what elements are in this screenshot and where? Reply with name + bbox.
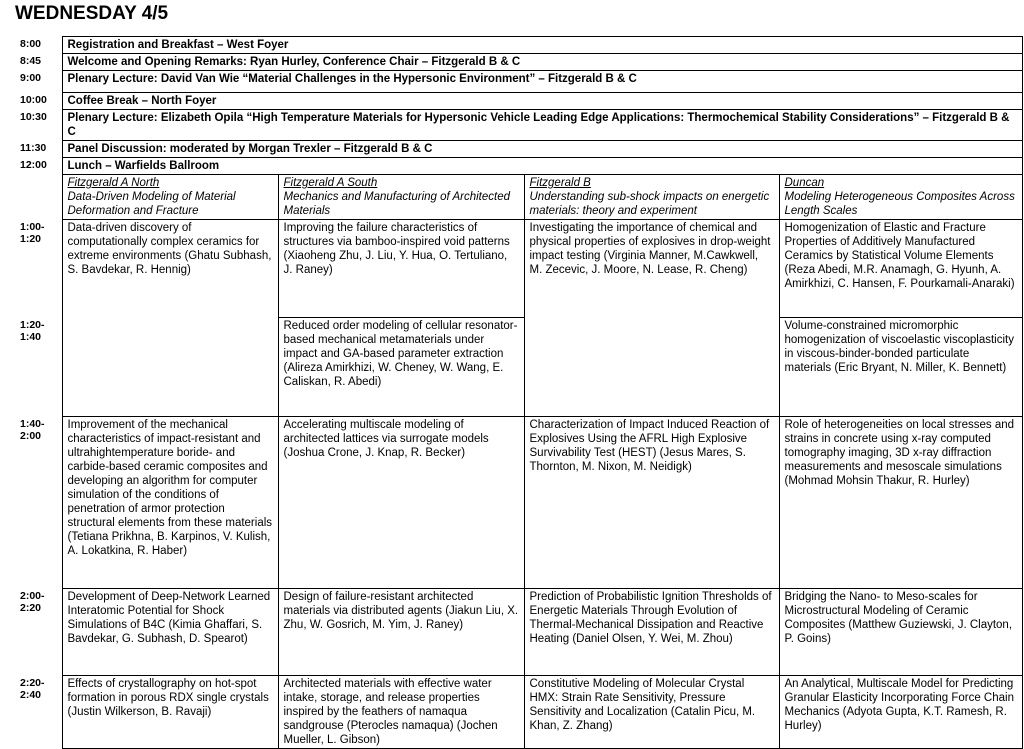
talk-cell: Bridging the Nano- to Meso-scales for Microstructural Modeling of Ceramic Composites (Matthew Guziewski, J. Clayton, P. Goins) <box>779 589 1022 676</box>
time-label: 10:00 <box>20 93 47 106</box>
talk-cell: Investigating the importance of chemical and physical properties of explosives in drop-weight impact testing (Virginia Manner, M.Cawkwell, M. Zecevic, J. Moore, N. Lease, R. Cheng) <box>524 220 779 417</box>
talk-cell: Data-driven discovery of computationally complex ceramics for extreme environments (Ghatu Subhash, S. Bavdekar, R. Hennig) <box>62 220 278 417</box>
talk-cell: Homogenization of Elastic and Fracture Properties of Additively Manufactured Ceramics by Statistical Volume Elements (Reza Abedi, M.R. Anamagh, G. Hyunh, A. Amirkhizi, C. Hansen, F. Pourkamali-Anaraki) <box>779 220 1022 318</box>
plenary-item: Plenary Lecture: Elizabeth Opila “High Temperature Materials for Hypersonic Vehicle Leading Edge Applications: Thermochemical Stability Considerations” – Fitzgerald B & C <box>62 110 1022 141</box>
session-row <box>18 417 1022 589</box>
time-label: 8:45 <box>20 54 42 67</box>
track-header-row <box>18 175 1022 220</box>
talk-cell: Volume-constrained micromorphic homogenization of viscoelastic viscoplasticity in viscous-binder-bonded particulate materials (Eric Bryant, N. Miller, K. Bennett) <box>779 318 1022 417</box>
talk-cell: Prediction of Probabilistic Ignition Thresholds of Energetic Materials Through Evolution of Thermal-Mechanical Dissipation and Reactive Heating (Daniel Olsen, Y. Wei, M. Zhou) <box>524 589 779 676</box>
track-topic: Data-Driven Modeling of Material Deformation and Fracture <box>67 191 236 217</box>
plenary-item: Panel Discussion: moderated by Morgan Trexler – Fitzgerald B & C <box>62 141 1022 158</box>
plenary-row <box>18 93 1022 110</box>
time-label: 1:20- 1:40 <box>20 318 45 343</box>
talk-cell: Architected materials with effective water intake, storage, and release properties inspired by the feathers of namaqua sandgrouse (Pterocles namaqua) (Jochen Mueller, L. Gibson) <box>278 676 524 749</box>
track-header <box>62 175 278 220</box>
talk-cell: Constitutive Modeling of Molecular Crystal HMX: Strain Rate Sensitivity, Pressure Sensitivity and Localization (Catalin Picu, M. Khan, Z. Zhang) <box>524 676 779 749</box>
session-row <box>18 589 1022 676</box>
time-label: 1:00- 1:20 <box>20 220 45 245</box>
plenary-item: Coffee Break – North Foyer <box>62 93 1022 110</box>
track-header <box>278 175 524 220</box>
session-row <box>18 676 1022 749</box>
time-label: 12:00 <box>20 158 47 171</box>
talk-cell: Design of failure-resistant architected materials via distributed agents (Jiakun Liu, X. Zhu, W. Gosrich, M. Yim, J. Raney) <box>278 589 524 676</box>
talk-cell: Effects of crystallography on hot-spot formation in porous RDX single crystals (Justin Wilkerson, B. Ravaji) <box>62 676 278 749</box>
plenary-row <box>18 141 1022 158</box>
plenary-item: Lunch – Warfields Ballroom <box>62 158 1022 175</box>
plenary-row <box>18 158 1022 175</box>
time-label <box>18 175 62 220</box>
track-header <box>524 175 779 220</box>
track-room: Fitzgerald A North <box>67 177 160 189</box>
plenary-item: Registration and Breakfast – West Foyer <box>62 37 1022 54</box>
time-label: 9:00 <box>20 71 42 84</box>
talk-cell: Role of heterogeneities on local stresses and strains in concrete using x-ray computed tomography imaging, 3D x-ray diffraction measurements and mesoscale simulations (Mohmad Mohsin Thakur, R. Hurley) <box>779 417 1022 589</box>
plenary-row <box>18 37 1022 54</box>
talk-cell: Development of Deep-Network Learned Interatomic Potential for Shock Simulations of B4C (Kimia Ghaffari, S. Bavdekar, G. Subhash, D. Spearot) <box>62 589 278 676</box>
track-room: Fitzgerald A South <box>283 177 378 189</box>
time-label: 10:30 <box>20 110 47 123</box>
time-label: 2:00- 2:20 <box>20 589 45 614</box>
session-row <box>18 220 1022 318</box>
talk-cell: Improvement of the mechanical characteristics of impact-resistant and ultrahightemperature boride- and carbide-based ceramic composites and developing an algorithm for computer simulation of the conditions of penetration of armor protection structural elements from these materials (Tetiana Prikhna, B. Karpinos, V. Kulish, A. Lokatkina, R. Haber) <box>62 417 278 589</box>
talk-cell: Improving the failure characteristics of structures via bamboo-inspired void patterns (Xiaoheng Zhu, J. Liu, Y. Hua, O. Tertuliano, J. Raney) <box>278 220 524 318</box>
time-label: 11:30 <box>20 141 47 154</box>
plenary-item: Welcome and Opening Remarks: Ryan Hurley, Conference Chair – Fitzgerald B & C <box>62 54 1022 71</box>
plenary-item: Plenary Lecture: David Van Wie “Material Challenges in the Hypersonic Environment” – Fitzgerald B & C <box>62 71 1022 93</box>
talk-cell: An Analytical, Multiscale Model for Predicting Granular Elasticity Incorporating Force Chain Mechanics (Adyota Gupta, K.T. Ramesh, R. Hurley) <box>779 676 1022 749</box>
track-room: Duncan <box>784 177 825 189</box>
plenary-row <box>18 110 1022 141</box>
talk-cell: Accelerating multiscale modeling of architected lattices via surrogate models (Joshua Crone, J. Knap, R. Becker) <box>278 417 524 589</box>
time-label: 1:40- 2:00 <box>20 417 45 442</box>
talk-cell: Reduced order modeling of cellular resonator-based mechanical metamaterials under impact and GA-based parameter extraction (Alireza Amirkhizi, W. Cheney, W. Wang, E. Caliskan, R. Abedi) <box>278 318 524 417</box>
schedule-table <box>18 36 1023 749</box>
track-topic: Understanding sub-shock impacts on energetic materials: theory and experiment <box>529 191 770 217</box>
plenary-row <box>18 54 1022 71</box>
time-label: 2:20- 2:40 <box>20 676 45 701</box>
track-topic: Mechanics and Manufacturing of Architected Materials <box>283 191 511 217</box>
track-room: Fitzgerald B <box>529 177 591 189</box>
page-title: WEDNESDAY 4/5 <box>15 3 169 24</box>
plenary-row <box>18 71 1022 93</box>
talk-cell: Characterization of Impact Induced Reaction of Explosives Using the AFRL High Explosive Survivability Test (HEST) (Jesus Mares, S. Thornton, M. Nixon, M. Neidigk) <box>524 417 779 589</box>
track-topic: Modeling Heterogeneous Composites Across Length Scales <box>784 191 1015 217</box>
time-label: 8:00 <box>20 37 42 50</box>
track-header <box>779 175 1022 220</box>
